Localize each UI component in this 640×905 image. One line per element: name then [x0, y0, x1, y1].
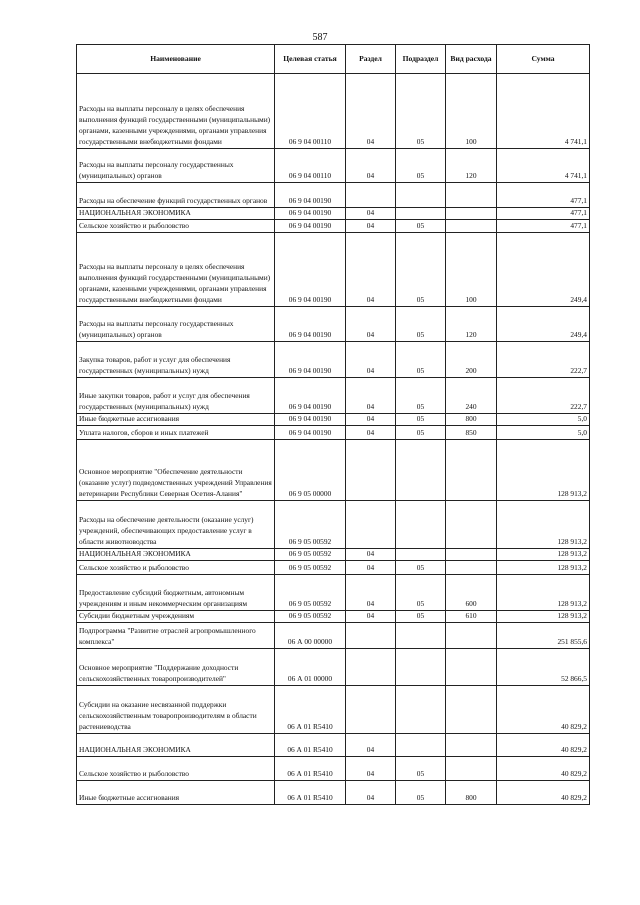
row-expense-kind: [446, 220, 497, 233]
row-subsection: 05: [396, 149, 446, 183]
row-target-article: 06 9 04 00190: [275, 307, 346, 342]
row-subsection: 05: [396, 575, 446, 611]
row-subsection: 05: [396, 220, 446, 233]
row-subsection: [396, 501, 446, 549]
row-section: [346, 440, 396, 501]
row-expense-kind: 610: [446, 611, 497, 623]
row-expense-kind: 240: [446, 378, 497, 414]
row-subsection: 05: [396, 378, 446, 414]
row-section: 04: [346, 233, 396, 307]
row-name: НАЦИОНАЛЬНАЯ ЭКОНОМИКА: [77, 549, 275, 561]
row-sum: 40 829,2: [497, 686, 590, 734]
row-sum: 128 913,2: [497, 501, 590, 549]
row-name: НАЦИОНАЛЬНАЯ ЭКОНОМИКА: [77, 734, 275, 757]
row-sum: 222,7: [497, 378, 590, 414]
row-sum: 40 829,2: [497, 757, 590, 781]
table-row: [77, 623, 590, 649]
header-row: [77, 45, 590, 74]
row-section: 04: [346, 220, 396, 233]
row-expense-kind: 120: [446, 307, 497, 342]
row-expense-kind: [446, 501, 497, 549]
row-expense-kind: [446, 440, 497, 501]
row-sum: 249,4: [497, 307, 590, 342]
row-section: 04: [346, 757, 396, 781]
row-subsection: 05: [396, 307, 446, 342]
table-row: [77, 233, 590, 307]
row-name: Основное мероприятие "Поддержание доходности сельскохозяйственных товаропроизводителей": [77, 649, 275, 686]
row-target-article: 06 А 01 R5410: [275, 734, 346, 757]
row-section: 04: [346, 549, 396, 561]
row-name: Расходы на обеспечение функций государственных органов: [77, 183, 275, 208]
row-target-article: 06 А 01 R5410: [275, 757, 346, 781]
row-subsection: 05: [396, 414, 446, 426]
table-row: [77, 208, 590, 220]
row-target-article: 06 9 04 00110: [275, 149, 346, 183]
row-sum: 477,1: [497, 183, 590, 208]
table-row: [77, 561, 590, 575]
row-target-article: 06 9 04 00190: [275, 220, 346, 233]
row-subsection: 05: [396, 342, 446, 378]
row-target-article: 06 А 01 R5410: [275, 781, 346, 805]
header-subsection: Подраздел: [396, 45, 446, 74]
row-expense-kind: [446, 208, 497, 220]
row-target-article: 06 9 04 00190: [275, 233, 346, 307]
row-expense-kind: 200: [446, 342, 497, 378]
row-section: [346, 623, 396, 649]
row-target-article: 06 А 01 R5410: [275, 686, 346, 734]
row-expense-kind: 800: [446, 414, 497, 426]
row-target-article: 06 9 05 00000: [275, 440, 346, 501]
row-sum: 477,1: [497, 208, 590, 220]
row-sum: 128 913,2: [497, 611, 590, 623]
row-target-article: 06 9 04 00110: [275, 74, 346, 149]
row-name: Субсидии бюджетным учреждениям: [77, 611, 275, 623]
row-expense-kind: 800: [446, 781, 497, 805]
row-section: 04: [346, 781, 396, 805]
row-name: Сельское хозяйство и рыболовство: [77, 757, 275, 781]
table-row: [77, 342, 590, 378]
table-row: [77, 220, 590, 233]
row-subsection: [396, 649, 446, 686]
row-subsection: [396, 208, 446, 220]
row-name: Иные закупки товаров, работ и услуг для обеспечения государственных (муниципальных) нужд: [77, 378, 275, 414]
row-section: 04: [346, 575, 396, 611]
row-sum: 128 913,2: [497, 549, 590, 561]
table-row: [77, 440, 590, 501]
row-subsection: 05: [396, 426, 446, 440]
row-section: [346, 649, 396, 686]
row-sum: 251 855,6: [497, 623, 590, 649]
row-expense-kind: [446, 649, 497, 686]
row-subsection: [396, 183, 446, 208]
row-expense-kind: [446, 686, 497, 734]
row-expense-kind: 120: [446, 149, 497, 183]
row-sum: 222,7: [497, 342, 590, 378]
row-section: 04: [346, 307, 396, 342]
row-target-article: 06 9 04 00190: [275, 378, 346, 414]
row-expense-kind: 100: [446, 74, 497, 149]
table-row: [77, 611, 590, 623]
row-name: Иные бюджетные ассигнования: [77, 414, 275, 426]
row-target-article: 06 А 00 00000: [275, 623, 346, 649]
table-row: [77, 649, 590, 686]
page-number: 587: [312, 32, 328, 43]
row-subsection: 05: [396, 74, 446, 149]
row-target-article: 06 9 04 00190: [275, 183, 346, 208]
row-expense-kind: [446, 734, 497, 757]
table-row: [77, 734, 590, 757]
row-target-article: 06 9 04 00190: [275, 208, 346, 220]
row-sum: 40 829,2: [497, 781, 590, 805]
row-section: [346, 686, 396, 734]
row-sum: 5,0: [497, 426, 590, 440]
row-subsection: [396, 686, 446, 734]
row-section: 04: [346, 414, 396, 426]
row-sum: 128 913,2: [497, 561, 590, 575]
row-name: Сельское хозяйство и рыболовство: [77, 561, 275, 575]
row-section: 04: [346, 342, 396, 378]
row-target-article: 06 9 05 00592: [275, 575, 346, 611]
row-name: Основное мероприятие "Обеспечение деятельности (оказание услуг) подведомственных учреждений Управления ветеринарии Республики Северная Осетия-Алания": [77, 440, 275, 501]
row-sum: 128 913,2: [497, 575, 590, 611]
row-expense-kind: [446, 183, 497, 208]
table-row: [77, 575, 590, 611]
row-subsection: [396, 440, 446, 501]
row-target-article: 06 9 04 00190: [275, 414, 346, 426]
table-row: [77, 549, 590, 561]
table-row: [77, 426, 590, 440]
row-target-article: 06 А 01 00000: [275, 649, 346, 686]
row-section: 04: [346, 561, 396, 575]
row-sum: 128 913,2: [497, 440, 590, 501]
row-target-article: 06 9 05 00592: [275, 561, 346, 575]
row-name: Расходы на обеспечение деятельности (оказание услуг) учреждений, обеспечивающих предоставление услуг в области животноводства: [77, 501, 275, 549]
row-name: Иные бюджетные ассигнования: [77, 781, 275, 805]
row-sum: 4 741,1: [497, 149, 590, 183]
table-row: [77, 74, 590, 149]
row-expense-kind: 600: [446, 575, 497, 611]
row-target-article: 06 9 04 00190: [275, 342, 346, 378]
row-expense-kind: [446, 623, 497, 649]
table-row: [77, 149, 590, 183]
row-expense-kind: 100: [446, 233, 497, 307]
table-body: [77, 74, 590, 805]
table-row: [77, 307, 590, 342]
row-expense-kind: [446, 561, 497, 575]
row-target-article: 06 9 05 00592: [275, 501, 346, 549]
row-target-article: 06 9 05 00592: [275, 549, 346, 561]
budget-table: [76, 44, 590, 805]
table-row: [77, 378, 590, 414]
row-subsection: 05: [396, 611, 446, 623]
header-section: Раздел: [346, 45, 396, 74]
row-section: [346, 501, 396, 549]
row-sum: 4 741,1: [497, 74, 590, 149]
row-section: 04: [346, 149, 396, 183]
table-row: [77, 686, 590, 734]
row-subsection: 05: [396, 781, 446, 805]
row-name: Субсидии на оказание несвязанной поддержки сельскохозяйственным товаропроизводителям в области растениеводства: [77, 686, 275, 734]
table-header: [77, 45, 590, 74]
row-subsection: [396, 734, 446, 757]
row-section: 04: [346, 74, 396, 149]
header-name: Наименование: [77, 45, 275, 74]
table-row: [77, 501, 590, 549]
table-row: [77, 414, 590, 426]
row-target-article: 06 9 05 00592: [275, 611, 346, 623]
row-sum: 477,1: [497, 220, 590, 233]
header-target-article: Целевая статья: [275, 45, 346, 74]
row-expense-kind: 850: [446, 426, 497, 440]
row-sum: 52 866,5: [497, 649, 590, 686]
row-sum: 40 829,2: [497, 734, 590, 757]
row-expense-kind: [446, 757, 497, 781]
row-name: Уплата налогов, сборов и иных платежей: [77, 426, 275, 440]
table-row: [77, 781, 590, 805]
row-name: Расходы на выплаты персоналу государственных (муниципальных) органов: [77, 307, 275, 342]
row-subsection: 05: [396, 561, 446, 575]
row-sum: 5,0: [497, 414, 590, 426]
row-name: Сельское хозяйство и рыболовство: [77, 220, 275, 233]
row-name: Расходы на выплаты персоналу в целях обеспечения выполнения функций государственными (муниципальными) органами, казенными учреждениями, органами управления государственными внебюджетными фондами: [77, 74, 275, 149]
row-name: НАЦИОНАЛЬНАЯ ЭКОНОМИКА: [77, 208, 275, 220]
row-section: 04: [346, 426, 396, 440]
row-section: 04: [346, 208, 396, 220]
row-name: Расходы на выплаты персоналу в целях обеспечения выполнения функций государственными (муниципальными) органами, казенными учреждениями, органами управления государственными внебюджетными фондами: [77, 233, 275, 307]
row-target-article: 06 9 04 00190: [275, 426, 346, 440]
row-name: Закупка товаров, работ и услуг для обеспечения государственных (муниципальных) нужд: [77, 342, 275, 378]
row-name: Предоставление субсидий бюджетным, автономным учреждениям и иным некоммерческим организациям: [77, 575, 275, 611]
row-subsection: 05: [396, 757, 446, 781]
row-sum: 249,4: [497, 233, 590, 307]
row-subsection: [396, 549, 446, 561]
table-row: [77, 183, 590, 208]
row-name: Подпрограмма "Развитие отраслей агропромышленного комплекса": [77, 623, 275, 649]
row-subsection: 05: [396, 233, 446, 307]
header-expense-kind: Вид расхода: [446, 45, 497, 74]
header-sum: Сумма: [497, 45, 590, 74]
row-section: 04: [346, 611, 396, 623]
row-subsection: [396, 623, 446, 649]
row-section: 04: [346, 378, 396, 414]
row-name: Расходы на выплаты персоналу государственных (муниципальных) органов: [77, 149, 275, 183]
row-section: 04: [346, 734, 396, 757]
table-row: [77, 757, 590, 781]
row-section: [346, 183, 396, 208]
row-expense-kind: [446, 549, 497, 561]
